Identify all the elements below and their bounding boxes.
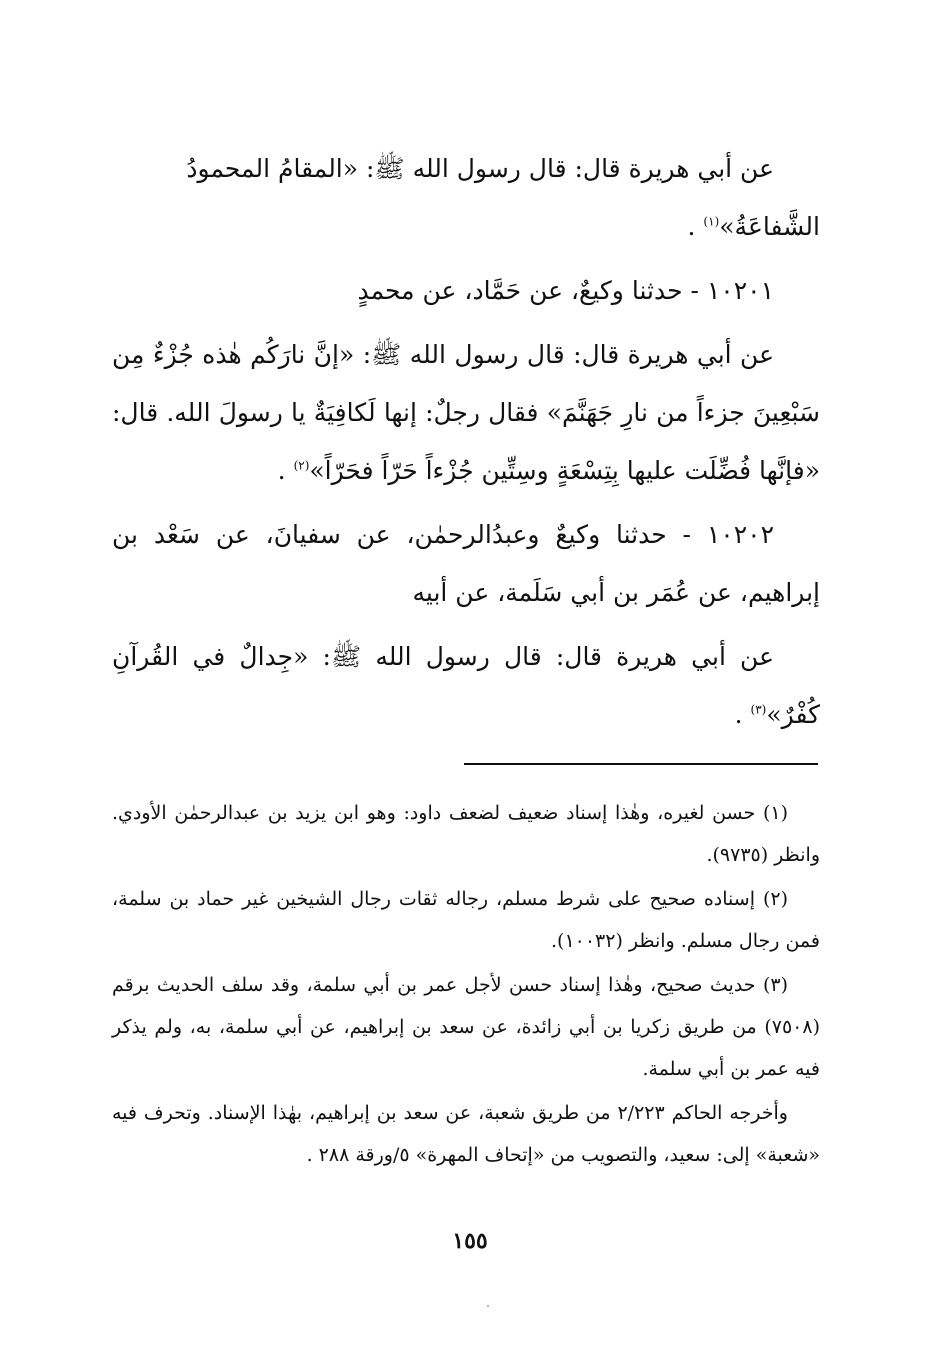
hadith-text-3-end: . <box>734 700 751 729</box>
main-text <box>112 140 820 744</box>
hadith-text-3-body: عن أبي هريرة قال: قال رسول الله ﷺ: «جِدالٌ في القُرآنِ كُفْرٌ» <box>112 642 820 729</box>
footnote-1: (١) حسن لغيره، وهٰذا إسناد ضعيف لضعف داود: وهو ابن يزيد بن عبدالرحمٰن الأودي. وانظر (٩٧٣٥). <box>112 802 820 866</box>
footnote-ref-1: (١) <box>703 214 720 229</box>
footnote-divider <box>464 763 818 765</box>
hadith-text-1-line1: عن أبي هريرة قال: قال رسول الله ﷺ: «المقامُ المحمودُ <box>186 154 774 183</box>
isnad-10202: ١٠٢٠٢ - حدثنا وكيعٌ وعبدُالرحمٰن، عن سفيانَ، عن سَعْد بن إبراهيم، عن عُمَر بن أبي سَلَمة، عن أبيه <box>112 520 820 607</box>
footnote-3-continued: وأخرجه الحاكم ٢/٢٢٣ من طريق شعبة، عن سعد بن إبراهيم، بهٰذا الإسناد. وتحرف فيه «شعبة» إلى: سعيد، والتصويب من «إتحاف المهرة» ٥/ورقة ٢٨٨ . <box>112 1102 820 1166</box>
hadith-text-2 <box>112 326 820 500</box>
footnote-ref-3: (٣) <box>750 702 767 717</box>
hadith-text-2-body: عن أبي هريرة قال: قال رسول الله ﷺ: «إنَّ نارَكُم هٰذه جُزْءٌ مِن سَبْعِينَ جزءاً من نارِ جَهَنَّمَ» فقال رجلٌ: إنها لَكافِيَةٌ يا رسولَ الله. قال: «فإنَّها فُضِّلَت عليها بِتِسْعَةٍ وسِتِّين جُزْءاً حَرّاً فحَرّاً» <box>112 340 820 485</box>
isnad-10201: ١٠٢٠١ - حدثنا وكيعٌ، عن حَمَّاد، عن محمدٍ <box>357 276 774 305</box>
scan-speck <box>487 1305 489 1307</box>
hadith-text-1-line2: الشَّفاعَةُ» <box>719 212 820 241</box>
page-number: ١٥٥ <box>452 1228 488 1254</box>
footnotes <box>112 792 820 1176</box>
hadith-text-3 <box>112 628 820 744</box>
footnote-ref-2: (٢) <box>293 458 310 473</box>
hadith-text-1 <box>112 140 820 256</box>
footnote-2: (٢) إسناده صحيح على شرط مسلم، رجاله ثقات رجال الشيخين غير حماد بن سلمة، فمن رجال مسلم. وانظر (١٠٠٣٢). <box>112 888 820 952</box>
hadith-text-1-end: . <box>687 212 704 241</box>
hadith-text-2-end: . <box>277 456 294 485</box>
footnote-3: (٣) حديث صحيح، وهٰذا إسناد حسن لأجل عمر بن أبي سلمة، وقد سلف الحديث برقم (٧٥٠٨) من طريق زكريا بن أبي زائدة، عن سعد بن إبراهيم، عن أبي سلمة، به، ولم يذكر فيه عمر بن أبي سلمة. <box>112 974 820 1080</box>
